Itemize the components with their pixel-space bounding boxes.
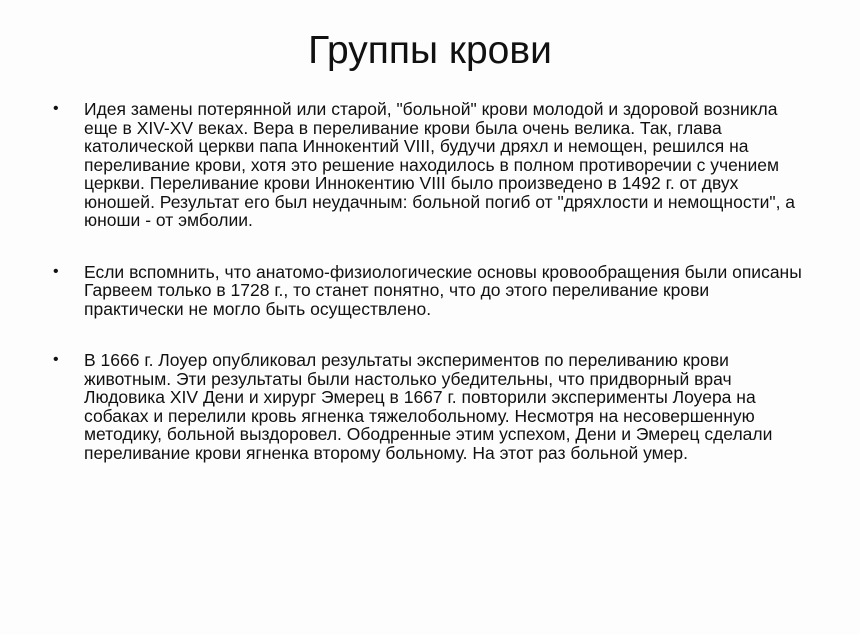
bullet-text: Идея замены потерянной или старой, "больной" крови молодой и здоровой возникла еще в XIV-XV веках. Вера в переливание крови была очень велика. Так, глава католической церкви папа Иннокентий VIII, будучи дряхл и немощен, решился на переливание крови, хотя это решение находилось в полном противоречии с учением церкви. Переливание крови Иннокентию VIII было произведено в 1492 г. от двух юношей. Результат его был неудачным: больной погиб от "дряхлости и немощности", а юноши - от эмболии.: [84, 99, 796, 230]
bullet-marker: •: [53, 262, 59, 280]
bullet-item: [0, 100, 860, 230]
bullet-text: В 1666 г. Лоуер опубликовал результаты экспериментов по переливанию крови животным. Эти результаты были настолько убедительны, что придворный врач Людовика XIV Дени и хирург Эмерец в 1667 г. повторили эксперименты Лоуера на собаках и перелили кровь ягненка тяжелобольному. Несмотря на несовершенную методику, больной выздоровел. Ободренные этим успехом, Дени и Эмерец сделали переливание крови ягненка второму больному. На этот раз больной умер.: [84, 350, 773, 463]
bullet-item: [0, 351, 860, 462]
bullet-marker: •: [53, 100, 59, 117]
bullet-item: [0, 263, 860, 319]
slide-title: Группы крови: [308, 29, 552, 72]
bullet-text: Если вспомнить, что анатомо-физиологические основы кровообращения были описаны Гарвеем только в 1728 г., то станет понятно, что до этого переливание крови практически не могло быть осуществлено.: [84, 261, 802, 319]
bullet-marker: •: [53, 351, 59, 368]
bullet-list: [0, 100, 860, 495]
